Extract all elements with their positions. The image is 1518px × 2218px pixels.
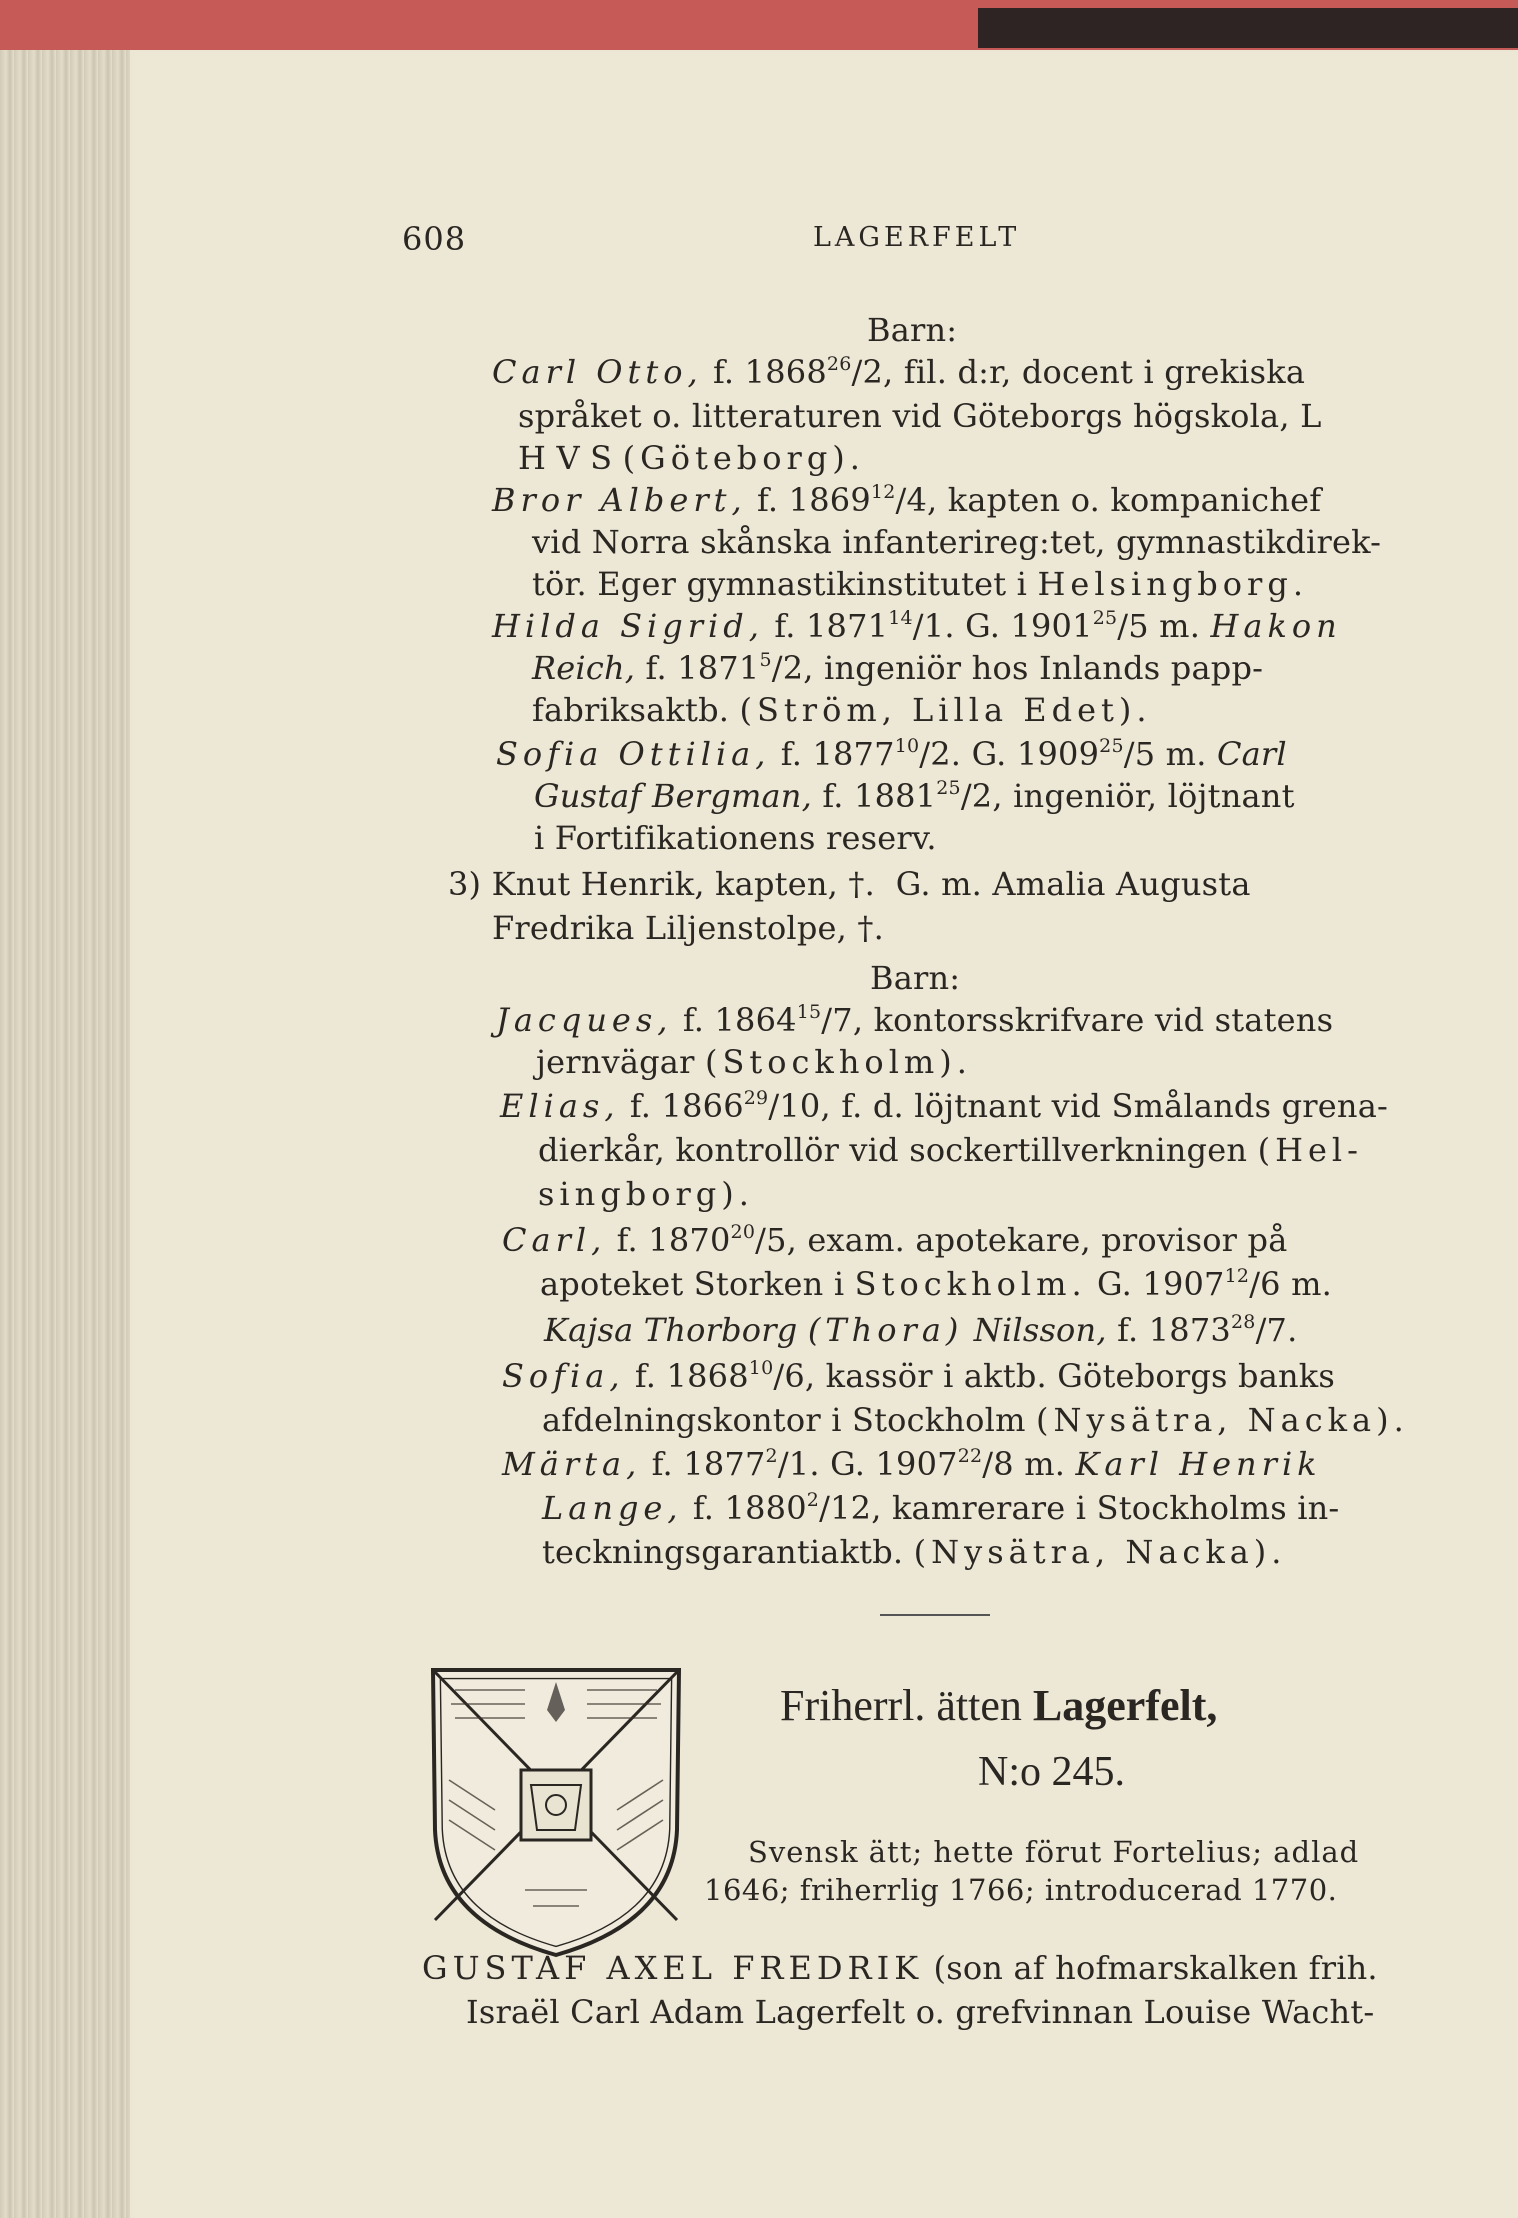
entry-hilda-sigrid: Hilda Sigrid, f. 1871$^{14}$/1. G. 1901$^{25}$/5 m. Hakon bbox=[492, 607, 1342, 645]
entry-sofia-ottilia: Sofia Ottilia, f. 1877$^{10}$/2. G. 1909$^{25}$/5 m. Carl bbox=[496, 735, 1287, 773]
section-divider bbox=[880, 1614, 990, 1616]
entry-carl-otto-line3: H V S (Göteborg). bbox=[518, 439, 865, 477]
entry-marta: Märta, f. 1877$^2$/1. G. 1907$^{22}$/8 m. Karl Henrik bbox=[502, 1445, 1322, 1483]
entry-carl-line2: apoteket Storken i Stockholm. G. 1907$^{12}$/6 m. bbox=[540, 1265, 1333, 1303]
book-top-edge bbox=[0, 0, 1518, 50]
entry-hilda-sigrid-line3: fabriksaktb. (Ström, Lilla Edet). bbox=[532, 691, 1152, 729]
entry-sofia: Sofia, f. 1868$^{10}$/6, kassör i aktb. Göteborgs banks bbox=[502, 1357, 1335, 1395]
running-title: LAGERFELT bbox=[813, 222, 1021, 253]
page-number: 608 bbox=[402, 220, 467, 258]
coat-of-arms-icon bbox=[425, 1660, 687, 1960]
entry-bror-albert-line3: tör. Eger gymnastikinstitutet i Helsingborg. bbox=[532, 565, 1308, 603]
entry-knut-henrik-line2: Fredrika Liljenstolpe, †. bbox=[492, 909, 884, 947]
entry-gustaf-line2: Israël Carl Adam Lagerfelt o. grefvinnan Louise Wacht- bbox=[466, 1993, 1375, 2031]
barn-heading-2: Barn: bbox=[870, 959, 961, 997]
section-desc-line2: 1646; friherrlig 1766; introducerad 1770. bbox=[704, 1873, 1338, 1907]
entry-elias-line3: singborg). bbox=[538, 1175, 754, 1213]
entry-sofia-ottilia-line3: i Fortifikationens reserv. bbox=[534, 819, 937, 857]
entry-sofia-ottilia-line2: Gustaf Bergman, f. 1881$^{25}$/2, ingeniör, löjtnant bbox=[534, 777, 1295, 815]
entry-elias: Elias, f. 1866$^{29}$/10, f. d. löjtnant vid Smålands grena- bbox=[500, 1087, 1389, 1125]
entry-bror-albert: Bror Albert, f. 1869$^{12}$/4, kapten o. kompanichef bbox=[492, 481, 1322, 519]
entry-carl-otto: Carl Otto, f. 1868$^{26}$/2, fil. d:r, docent i grekiska bbox=[492, 353, 1306, 391]
barn-heading: Barn: bbox=[867, 311, 958, 349]
entry-carl: Carl, f. 1870$^{20}$/5, exam. apotekare, provisor på bbox=[502, 1221, 1288, 1259]
entry-carl-line3: Kajsa Thorborg (Thora) Nilsson, f. 1873$^{28}$/7. bbox=[544, 1311, 1298, 1349]
entry-marta-line2: Lange, f. 1880$^2$/12, kamrerare i Stockholms in- bbox=[542, 1489, 1340, 1527]
section-title: Friherrl. ätten Lagerfelt, bbox=[780, 1681, 1218, 1730]
entry-jacques: Jacques, f. 1864$^{15}$/7, kontorsskrifvare vid statens bbox=[496, 1001, 1334, 1039]
entry-carl-otto-line2: språket o. litteraturen vid Göteborgs högskola, L bbox=[518, 397, 1322, 435]
section-number: N:o 245. bbox=[978, 1749, 1125, 1795]
entry-jacques-line2: jernvägar (Stockholm). bbox=[536, 1043, 972, 1081]
entry-knut-henrik: 3) Knut Henrik, kapten, †. G. m. Amalia Augusta bbox=[448, 865, 1251, 903]
entry-hilda-sigrid-line2: Reich, f. 1871$^5$/2, ingeniör hos Inlands papp- bbox=[532, 649, 1264, 687]
entry-bror-albert-line2: vid Norra skånska infanterireg:tet, gymnastikdirek- bbox=[532, 523, 1382, 561]
page-edges bbox=[0, 50, 130, 2218]
entry-marta-line3: teckningsgarantiaktb. (Nysätra, Nacka). bbox=[542, 1533, 1287, 1571]
book-top-band bbox=[978, 8, 1518, 48]
entry-sofia-line2: afdelningskontor i Stockholm (Nysätra, Nacka). bbox=[542, 1401, 1409, 1439]
section-desc-line1: Svensk ätt; hette förut Fortelius; adlad bbox=[748, 1835, 1360, 1869]
entry-elias-line2: dierkår, kontrollör vid sockertillverkningen (Hel- bbox=[538, 1131, 1363, 1169]
entry-gustaf: GUSTAF AXEL FREDRIK (son af hofmarskalken frih. bbox=[422, 1949, 1378, 1987]
